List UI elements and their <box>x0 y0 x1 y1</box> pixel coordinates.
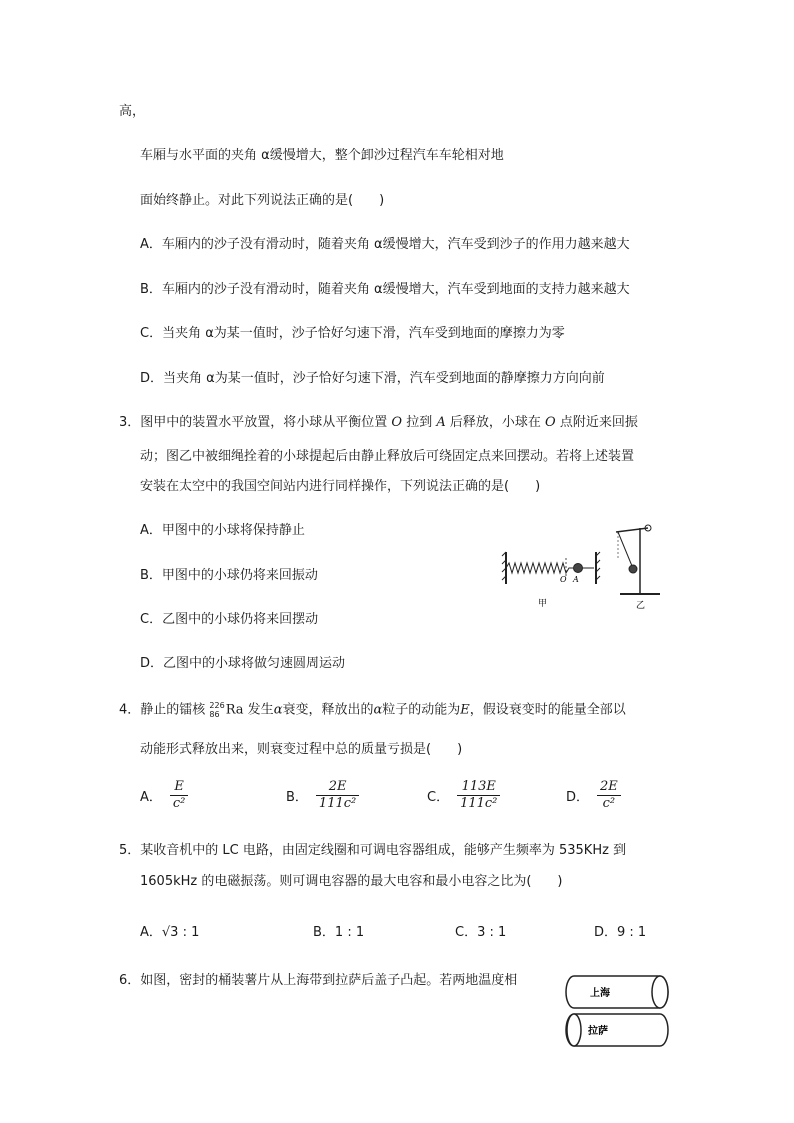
label-jia: 甲 <box>538 599 548 609</box>
option-d <box>566 779 623 812</box>
option-a <box>140 779 190 812</box>
numerator: 2E <box>316 779 359 796</box>
symbol-o: O <box>545 415 556 430</box>
denominator: 111c² <box>460 796 498 811</box>
text: 如图，密封的桶装薯片从上海带到拉萨后盖子凸起。若两地温度相 <box>140 973 518 988</box>
canister-lid-bulged <box>652 976 668 1008</box>
denominator: 111c² <box>318 796 357 811</box>
denominator: c² <box>172 796 186 811</box>
ball <box>574 564 583 573</box>
symbol-alpha: α <box>273 702 283 718</box>
text: 发生 <box>243 702 274 718</box>
option-label: D． <box>566 790 590 805</box>
canister-shanghai <box>566 976 668 1008</box>
text: 拉到 <box>402 415 437 430</box>
spring <box>506 563 573 573</box>
text: 后释放，小球在 <box>445 415 546 430</box>
question-3-line-2: 动；图乙中被细绳拴着的小球提起后由静止释放后可绕固定点来回摆动。若将上述装置 <box>140 449 635 464</box>
option-d: D．乙图中的小球将做匀速圆周运动 <box>140 656 346 671</box>
option-a: A．车厢内的沙子没有滑动时，随着夹角 α缓慢增大，汽车受到沙子的作用力越来越大 <box>140 237 630 252</box>
label-yi: 乙 <box>636 601 646 611</box>
option-label: A． <box>140 790 162 805</box>
option-c: C．乙图中的小球仍将来回摆动 <box>140 612 319 627</box>
option-b: B．1 : 1 <box>313 925 365 940</box>
fraction <box>457 779 500 812</box>
question-4-line-1 <box>119 701 626 720</box>
label-shanghai: 上海 <box>590 988 610 999</box>
option-b: B．车厢内的沙子没有滑动时，随着夹角 α缓慢增大，汽车受到地面的支持力越来越大 <box>140 282 630 297</box>
question-number: 4． <box>119 702 141 718</box>
atomic-number: 86 <box>209 710 220 719</box>
numerator: 2E <box>597 779 621 796</box>
question-4-line-2: 动能形式释放出来，则衰变过程中总的质量亏损是( ) <box>140 742 463 757</box>
text-line: 车厢与水平面的夹角 α缓慢增大，整个卸沙过程汽车车轮相对地 <box>140 148 504 163</box>
question-3-line-3: 安装在太空中的我国空间站内进行同样操作，下列说法正确的是( ) <box>140 479 541 494</box>
numerator: 113E <box>457 779 500 796</box>
symbol-a: A <box>436 415 446 430</box>
pendulum-figure <box>608 518 670 612</box>
fraction <box>316 779 359 812</box>
text: 粒子的动能为 <box>382 702 461 718</box>
question-number: 5． <box>119 843 141 858</box>
symbol-o: O <box>391 415 403 430</box>
text: ，假设衰变时的能量全部以 <box>469 702 626 718</box>
bob <box>629 565 637 573</box>
option-a: A．甲图中的小球将保持静止 <box>140 523 305 538</box>
canister-lhasa <box>566 1014 668 1046</box>
denominator: c² <box>602 796 616 811</box>
question-3-line-1 <box>119 414 638 432</box>
text: 点附近来回振 <box>555 415 638 430</box>
option-c: C．3 : 1 <box>455 925 507 940</box>
option-b <box>286 779 361 812</box>
text: 衰变，释放出的 <box>282 702 374 718</box>
fraction <box>597 779 621 812</box>
string <box>618 532 632 566</box>
question-5-line-1 <box>119 842 626 860</box>
option-a: A．√3 : 1 <box>140 925 200 940</box>
label-lhasa: 拉萨 <box>588 1026 608 1037</box>
mass-number: 226 <box>209 701 225 710</box>
question-number: 3． <box>119 415 141 430</box>
fraction <box>170 779 189 812</box>
text: 图甲中的装置水平放置，将小球从平衡位置 <box>140 415 392 430</box>
option-b: B．甲图中的小球仍将来回振动 <box>140 568 318 583</box>
option-c <box>427 779 502 812</box>
label-o: O <box>560 575 567 584</box>
option-d: D．9 : 1 <box>594 925 647 940</box>
option-label: C． <box>427 790 450 805</box>
text: 某收音机中的 LC 电路，由固定线圈和可调电容器组成，能够产生频率为 535KHz 到 <box>140 843 627 858</box>
numerator: E <box>170 779 189 796</box>
question-5-line-2: 1605kHz 的电磁振荡。则可调电容器的最大电容和最小电容之比为( ) <box>140 874 563 889</box>
question-6-line-1 <box>119 972 517 990</box>
label-a: A <box>573 575 579 584</box>
option-label: B． <box>286 790 308 805</box>
spring-oscillator-figure <box>500 548 604 610</box>
option-c: C．当夹角 α为某一值时，沙子恰好匀速下滑，汽车受到地面的摩擦力为零 <box>140 326 565 341</box>
canister-end <box>567 1014 581 1046</box>
nuclide-indices <box>209 701 224 719</box>
chip-canisters-figure <box>562 972 674 1048</box>
question-number: 6． <box>119 973 141 988</box>
symbol-alpha: α <box>373 702 383 718</box>
text-line: 高， <box>119 104 146 119</box>
text-line: 面始终静止。对此下列说法正确的是( ) <box>140 193 385 208</box>
text: 静止的镭核 <box>140 702 210 718</box>
symbol-e: E <box>460 702 470 718</box>
option-d: D．当夹角 α为某一值时，沙子恰好匀速下滑，汽车受到地面的静摩擦力方向向前 <box>140 371 605 386</box>
stand-arm <box>616 528 648 532</box>
element-symbol: Ra <box>225 702 244 718</box>
